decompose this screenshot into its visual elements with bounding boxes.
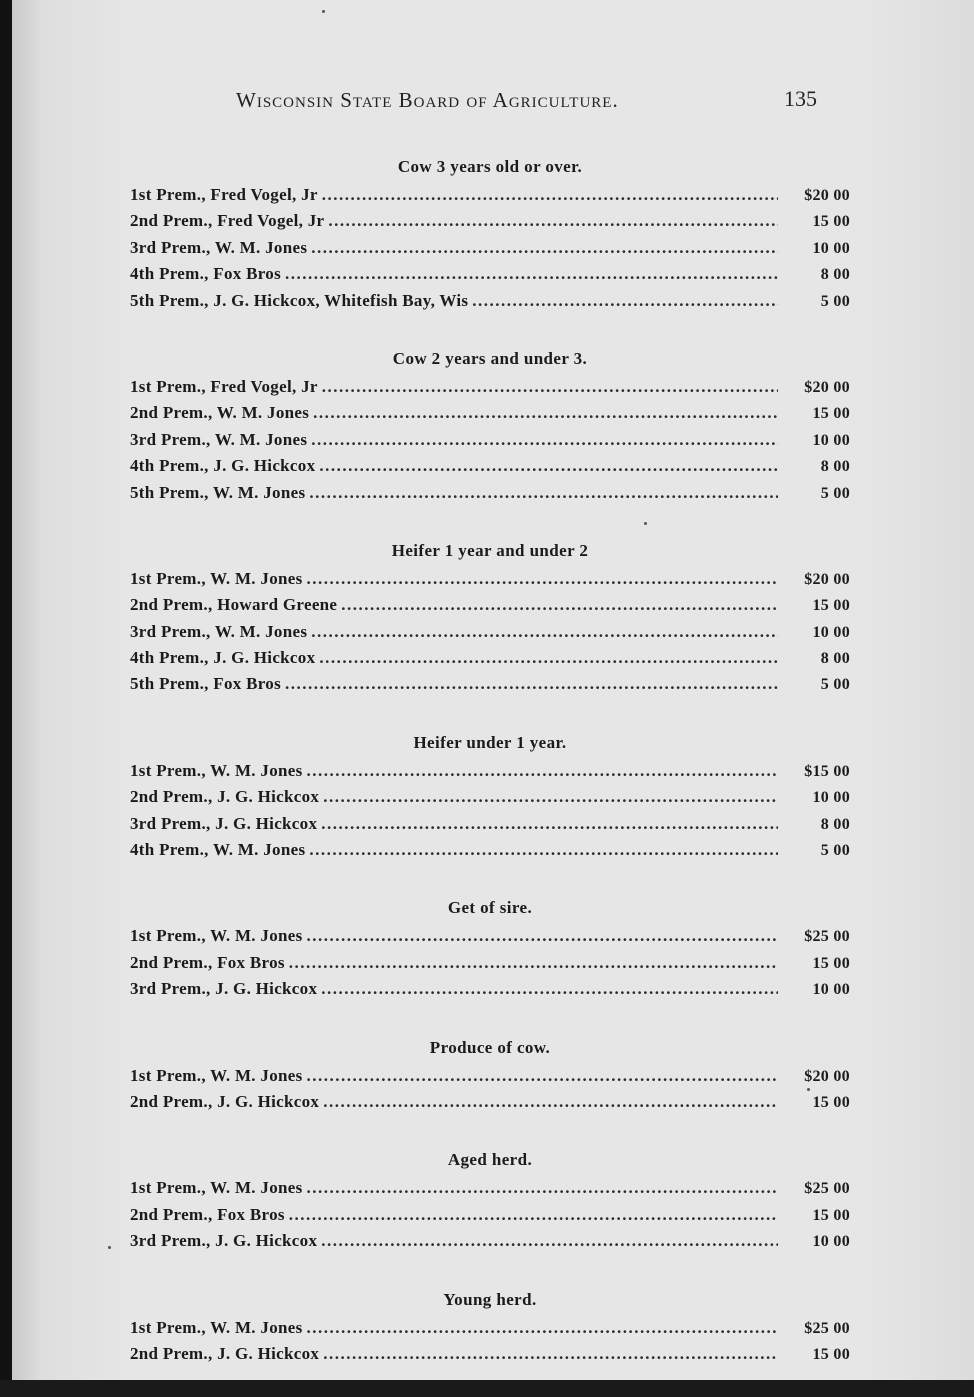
leader-dots — [285, 671, 778, 697]
leader-dots — [323, 1089, 778, 1115]
premium-entry — [130, 784, 850, 810]
premium-entry — [130, 592, 850, 618]
premium-entry — [130, 1063, 850, 1089]
leader-dots — [289, 950, 778, 976]
separator: , — [206, 429, 215, 449]
entry-label — [130, 261, 281, 287]
exhibitor-name: J. G. Hickcox — [217, 1343, 320, 1363]
leader-dots — [341, 592, 778, 618]
section-title: Heifer 1 year and under 2 — [391, 540, 589, 560]
exhibitor-name: W. M. Jones — [214, 429, 308, 449]
separator: , — [201, 1317, 211, 1337]
premium-amount: $20 00 — [804, 1067, 850, 1085]
premium-section — [130, 152, 850, 314]
exhibitor-name: J. G. Hickcox — [215, 813, 318, 833]
premium-amount: 8 00 — [820, 815, 850, 833]
exhibitor-name: W. M. Jones — [212, 840, 306, 860]
premium-place: 1st Prem. — [130, 1317, 202, 1337]
premium-amount: 5 00 — [820, 842, 850, 860]
premium-list — [130, 152, 850, 1397]
separator: , — [204, 648, 214, 668]
leader-dots — [321, 811, 778, 837]
exhibitor-name: Fox Bros — [213, 264, 281, 284]
premium-section — [130, 1033, 850, 1116]
premium-place: 3rd Prem. — [130, 621, 207, 641]
separator: , — [207, 211, 218, 231]
paper-speck — [108, 1246, 111, 1249]
premium-amount: $25 00 — [804, 1319, 850, 1337]
section-title: Get of sire. — [447, 898, 533, 918]
leader-dots — [311, 235, 778, 261]
entry-label — [130, 208, 324, 234]
premium-entry — [130, 1341, 850, 1367]
separator: , — [206, 813, 216, 833]
entry-label — [130, 1315, 303, 1341]
separator: , — [204, 840, 213, 860]
entry-label — [130, 374, 318, 400]
section-title: Heifer under 1 year. — [413, 732, 567, 752]
exhibitor-name: Fox Bros — [217, 1204, 285, 1224]
entry-label — [130, 235, 307, 261]
premium-amount: 15 00 — [812, 954, 850, 972]
entry-label — [130, 453, 315, 479]
entry-label — [130, 1063, 303, 1089]
premium-amount: 8 00 — [820, 650, 850, 668]
leader-dots — [309, 480, 778, 506]
entry-label — [130, 400, 309, 426]
premium-place: 4th Prem. — [130, 648, 205, 668]
book-page — [12, 0, 974, 1380]
premium-amount: 5 00 — [820, 292, 850, 310]
running-head: Wisconsin State Board of Agriculture. — [236, 88, 619, 112]
leader-dots — [311, 427, 778, 453]
premium-entry — [130, 811, 850, 837]
leader-dots — [311, 619, 778, 645]
separator: , — [204, 482, 213, 502]
premium-amount: $25 00 — [804, 928, 850, 946]
entry-label — [130, 480, 305, 506]
premium-section — [130, 893, 850, 1002]
premium-place: 3rd Prem. — [130, 979, 207, 999]
exhibitor-name: Fred Vogel, Jr — [217, 211, 325, 231]
premium-place: 5th Prem. — [130, 290, 205, 310]
premium-amount: 10 00 — [812, 239, 850, 257]
exhibitor-name: Fred Vogel, Jr — [210, 376, 318, 396]
premium-place: 3rd Prem. — [130, 237, 207, 257]
entry-label — [130, 592, 337, 618]
exhibitor-name: W. M. Jones — [210, 1065, 303, 1085]
leader-dots — [323, 784, 778, 810]
premium-entry — [130, 261, 850, 287]
section-title: Young herd. — [443, 1289, 537, 1309]
leader-dots — [307, 566, 778, 592]
entry-label — [130, 619, 307, 645]
exhibitor-name: W. M. Jones — [214, 621, 308, 641]
page-number: 135 — [784, 86, 817, 111]
premium-amount: 10 00 — [812, 981, 850, 999]
entry-label — [130, 288, 468, 314]
premium-section — [130, 1285, 850, 1368]
premium-amount: $15 00 — [804, 762, 850, 780]
leader-dots — [307, 1315, 778, 1341]
premium-place: 2nd Prem. — [130, 787, 208, 807]
section-title: Cow 2 years and under 3. — [392, 348, 588, 368]
section-title: Produce of cow. — [429, 1037, 551, 1057]
separator: , — [201, 760, 211, 780]
premium-place: 4th Prem. — [130, 840, 205, 860]
premium-entry — [130, 837, 850, 863]
entry-label — [130, 784, 319, 810]
exhibitor-name: Fox Bros — [217, 952, 285, 972]
exhibitor-name: J. G. Hickcox — [217, 787, 320, 807]
exhibitor-name: W. M. Jones — [212, 482, 306, 502]
entry-label — [130, 182, 318, 208]
exhibitor-name: J. G. Hickcox — [215, 1231, 318, 1251]
separator: , — [201, 185, 211, 204]
premium-entry — [130, 923, 850, 949]
entry-label — [130, 1089, 319, 1115]
separator: , — [206, 621, 215, 641]
entry-label — [130, 950, 285, 976]
separator: , — [201, 1065, 211, 1085]
exhibitor-name: J. G. Hickcox, Whitefish Bay, Wis — [213, 290, 469, 310]
separator: , — [201, 376, 211, 396]
separator: , — [207, 787, 218, 807]
entry-label — [130, 1228, 317, 1254]
premium-entry — [130, 1228, 850, 1254]
exhibitor-name: Fox Bros — [213, 674, 281, 694]
paper-speck — [322, 10, 325, 13]
leader-dots — [307, 1175, 778, 1201]
premium-entry — [130, 1089, 850, 1115]
premium-place: 1st Prem. — [130, 568, 202, 588]
premium-place: 2nd Prem. — [130, 595, 208, 615]
separator: , — [204, 456, 214, 476]
leader-dots — [307, 923, 778, 949]
premium-place: 1st Prem. — [130, 926, 202, 946]
exhibitor-name: J. G. Hickcox — [217, 1091, 320, 1111]
premium-place: 4th Prem. — [130, 456, 205, 476]
leader-dots — [322, 182, 778, 208]
leader-dots — [323, 1341, 778, 1367]
leader-dots — [309, 837, 778, 863]
premium-amount: 15 00 — [812, 597, 850, 615]
premium-place: 2nd Prem. — [130, 403, 208, 423]
section-title: Aged herd. — [447, 1150, 533, 1170]
premium-amount: 15 00 — [812, 405, 850, 423]
leader-dots — [313, 400, 778, 426]
separator: , — [201, 568, 211, 588]
premium-section — [130, 728, 850, 864]
separator: , — [201, 1178, 211, 1198]
leader-dots — [319, 645, 778, 671]
premium-entry — [130, 208, 850, 234]
premium-section — [130, 1145, 850, 1254]
entry-label — [130, 427, 307, 453]
premium-entry — [130, 427, 850, 453]
premium-place: 2nd Prem. — [130, 211, 208, 231]
premium-amount: 10 00 — [812, 1233, 850, 1251]
leader-dots — [322, 374, 778, 400]
exhibitor-name: W. M. Jones — [210, 926, 303, 946]
premium-amount: $25 00 — [804, 1180, 850, 1198]
premium-amount: $20 00 — [804, 570, 850, 588]
exhibitor-name: W. M. Jones — [210, 1317, 303, 1337]
exhibitor-name: J. G. Hickcox — [213, 456, 316, 476]
separator: , — [207, 1343, 218, 1363]
entry-label — [130, 566, 303, 592]
exhibitor-name: W. M. Jones — [210, 760, 303, 780]
book-spine-edge — [0, 0, 12, 1380]
premium-place: 2nd Prem. — [130, 1204, 208, 1224]
premium-entry — [130, 480, 850, 506]
exhibitor-name: W. M. Jones — [210, 568, 303, 588]
section-title: Cow 3 years old or over. — [397, 157, 583, 176]
premium-place: 2nd Prem. — [130, 1343, 208, 1363]
premium-entry — [130, 235, 850, 261]
premium-amount: $20 00 — [804, 378, 850, 396]
premium-place: 1st Prem. — [130, 376, 202, 396]
premium-entry — [130, 671, 850, 697]
entry-label — [130, 1202, 285, 1228]
premium-entry — [130, 566, 850, 592]
premium-entry — [130, 374, 850, 400]
leader-dots — [321, 976, 778, 1002]
premium-place: 2nd Prem. — [130, 1091, 208, 1111]
separator: , — [204, 674, 214, 694]
premium-amount: 10 00 — [812, 789, 850, 807]
leader-dots — [321, 1228, 778, 1254]
premium-entry — [130, 453, 850, 479]
entry-label — [130, 811, 317, 837]
premium-place: 1st Prem. — [130, 1178, 202, 1198]
leader-dots — [307, 1063, 778, 1089]
premium-entry — [130, 1175, 850, 1201]
premium-place: 5th Prem. — [130, 674, 205, 694]
premium-entry — [130, 976, 850, 1002]
paper-speck — [807, 1088, 810, 1091]
premium-entry — [130, 1202, 850, 1228]
premium-amount: 10 00 — [812, 623, 850, 641]
premium-amount: 5 00 — [820, 676, 850, 694]
entry-label — [130, 1341, 319, 1367]
exhibitor-name: W. M. Jones — [210, 1178, 303, 1198]
exhibitor-name: J. G. Hickcox — [215, 979, 318, 999]
entry-label — [130, 837, 305, 863]
separator: , — [201, 926, 211, 946]
premium-entry — [130, 645, 850, 671]
premium-entry — [130, 288, 850, 314]
leader-dots — [472, 288, 778, 314]
entry-label — [130, 1175, 303, 1201]
premium-place: 5th Prem. — [130, 482, 205, 502]
separator: , — [207, 1204, 218, 1224]
separator: , — [207, 1091, 218, 1111]
exhibitor-name: Howard Greene — [217, 595, 338, 615]
leader-dots — [307, 758, 778, 784]
separator: , — [207, 403, 217, 423]
premium-amount: $20 00 — [804, 187, 850, 204]
exhibitor-name: W. M. Jones — [214, 237, 308, 257]
entry-label — [130, 923, 303, 949]
paper-speck — [644, 522, 647, 525]
exhibitor-name: J. G. Hickcox — [213, 648, 316, 668]
premium-place: 3rd Prem. — [130, 813, 207, 833]
premium-amount: 5 00 — [820, 484, 850, 502]
premium-amount: 15 00 — [812, 213, 850, 231]
leader-dots — [289, 1202, 778, 1228]
premium-amount: 8 00 — [820, 458, 850, 476]
separator: , — [207, 952, 218, 972]
premium-section — [130, 536, 850, 698]
premium-amount: 15 00 — [812, 1093, 850, 1111]
separator: , — [204, 290, 214, 310]
premium-amount: 10 00 — [812, 431, 850, 449]
leader-dots — [328, 208, 778, 234]
premium-place: 3rd Prem. — [130, 1231, 207, 1251]
premium-amount: 15 00 — [812, 1206, 850, 1224]
entry-label — [130, 645, 315, 671]
entry-label — [130, 671, 281, 697]
premium-entry — [130, 400, 850, 426]
separator: , — [207, 595, 218, 615]
premium-section — [130, 344, 850, 506]
premium-amount: 8 00 — [820, 266, 850, 284]
premium-entry — [130, 182, 850, 208]
separator: , — [206, 237, 215, 257]
separator: , — [206, 979, 216, 999]
premium-place: 3rd Prem. — [130, 429, 207, 449]
premium-entry — [130, 950, 850, 976]
premium-place: 1st Prem. — [130, 1065, 202, 1085]
premium-place: 1st Prem. — [130, 185, 202, 204]
separator: , — [206, 1231, 216, 1251]
premium-entry — [130, 619, 850, 645]
premium-place: 2nd Prem. — [130, 952, 208, 972]
premium-place: 1st Prem. — [130, 760, 202, 780]
premium-place: 4th Prem. — [130, 264, 205, 284]
premium-amount: 15 00 — [812, 1345, 850, 1363]
entry-label — [130, 758, 303, 784]
premium-entry — [130, 1315, 850, 1341]
entry-label — [130, 976, 317, 1002]
exhibitor-name: Fred Vogel, Jr — [210, 185, 318, 204]
exhibitor-name: W. M. Jones — [216, 403, 310, 423]
leader-dots — [319, 453, 778, 479]
leader-dots — [285, 261, 778, 287]
separator: , — [204, 264, 214, 284]
premium-entry — [130, 758, 850, 784]
